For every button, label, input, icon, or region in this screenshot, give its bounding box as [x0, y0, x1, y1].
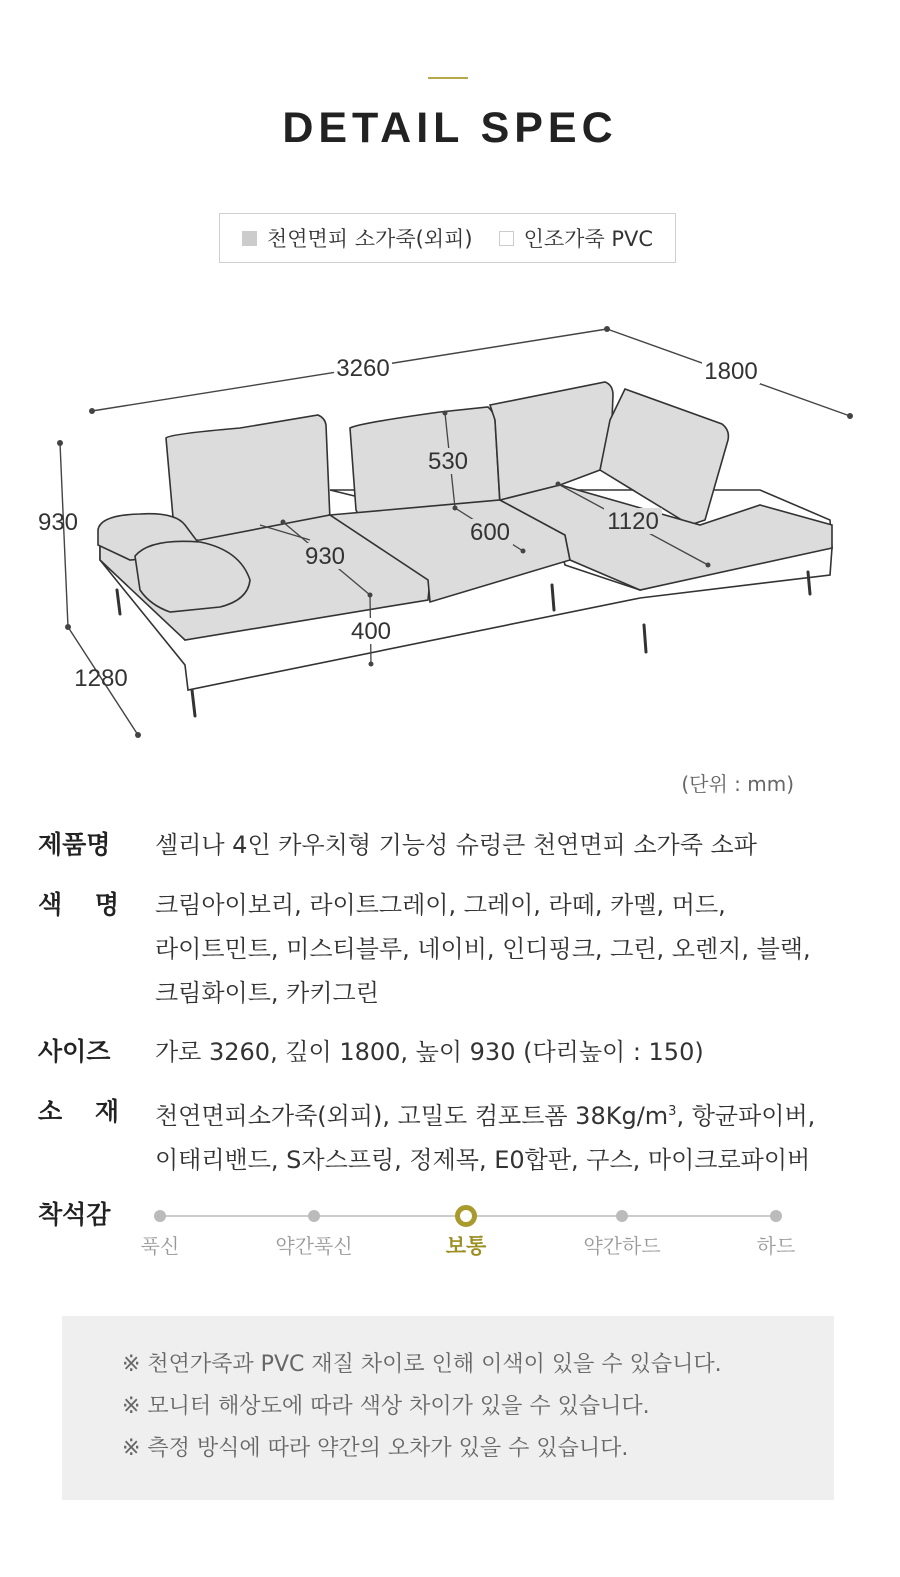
- sofa-dimension-diagram: [0, 300, 900, 760]
- dim-seat-depth-left-label: 930: [304, 543, 346, 570]
- dim-back-height-label: 530: [427, 448, 469, 475]
- page-title: DETAIL SPEC: [282, 104, 618, 152]
- dim-depth-right-label: 1800: [704, 358, 758, 385]
- spec-value: 셀리나 4인 카우치형 기능성 슈렁큰 천연면피 소가죽 소파: [155, 831, 757, 859]
- legend-label-leather: 천연면피 소가죽(외피): [266, 227, 473, 251]
- legend-item-leather: [242, 223, 473, 253]
- notice-box: [62, 1316, 834, 1500]
- dim-height-label: 930: [37, 509, 79, 536]
- spec-value: 크림아이보리, 라이트그레이, 그레이, 라떼, 카멜, 머드, 라이트민트, 미스티블루, 네이비, 인디핑크, 그린, 오렌지, 블랙, 크림화이트, 카키그린: [155, 891, 811, 1007]
- empty-square-icon: [499, 231, 514, 246]
- comfort-level-label-selected: 보통: [445, 1234, 487, 1258]
- spec-row-size: [38, 1030, 868, 1074]
- comfort-label: 착석감: [38, 1200, 111, 1229]
- spec-label: 소 재: [38, 1097, 119, 1126]
- comfort-dot: [616, 1210, 628, 1222]
- comfort-dot-selected: [455, 1205, 477, 1227]
- spec-label: 사이즈: [38, 1037, 111, 1066]
- spec-value: 천연면피소가죽(외피), 고밀도 컴포트폼 $38Kg/m^3$, 항균파이버, 이태리밴드, S자스프링, 정제목, E0합판, 구스, 마이크로파이버: [155, 1102, 816, 1174]
- spec-value: 가로 3260, 깊이 1800, 높이 930 (다리높이 : 150): [155, 1038, 704, 1066]
- material-legend: [219, 213, 676, 263]
- comfort-dot: [154, 1210, 166, 1222]
- dim-seat-depth-mid-label: 600: [469, 519, 511, 546]
- spec-row-material: [38, 1090, 868, 1182]
- comfort-level-label: 하드: [756, 1234, 796, 1258]
- title-accent-line: [428, 77, 468, 79]
- filled-square-icon: [242, 231, 257, 246]
- spec-row-colors: [38, 883, 868, 1015]
- spec-label: 제품명: [38, 830, 111, 859]
- dim-seat-height-label: 400: [350, 618, 392, 645]
- comfort-level-label: 푹신: [140, 1234, 180, 1258]
- notice-line: ※ 모니터 해상도에 따라 색상 차이가 있을 수 있습니다.: [122, 1394, 650, 1419]
- unit-note: (단위 : mm): [681, 772, 794, 796]
- dim-depth-left-label: 1280: [74, 665, 128, 692]
- spec-label: 색 명: [38, 890, 119, 919]
- sofa-illustration: [0, 300, 900, 760]
- dim-width-label: 3260: [336, 355, 390, 382]
- notice-line: ※ 측정 방식에 따라 약간의 오차가 있을 수 있습니다.: [122, 1436, 629, 1461]
- notice-line: ※ 천연가죽과 PVC 재질 차이로 인해 이색이 있을 수 있습니다.: [122, 1352, 722, 1377]
- comfort-level-label: 약간하드: [583, 1234, 661, 1258]
- comfort-dot: [308, 1210, 320, 1222]
- dim-chaise-length-label: 1120: [607, 508, 659, 535]
- legend-item-pvc: [499, 223, 654, 253]
- comfort-level-label: 약간푹신: [275, 1234, 353, 1258]
- legend-label-pvc: 인조가죽 PVC: [523, 227, 654, 251]
- spec-row-product-name: [38, 823, 868, 867]
- comfort-dot: [770, 1210, 782, 1222]
